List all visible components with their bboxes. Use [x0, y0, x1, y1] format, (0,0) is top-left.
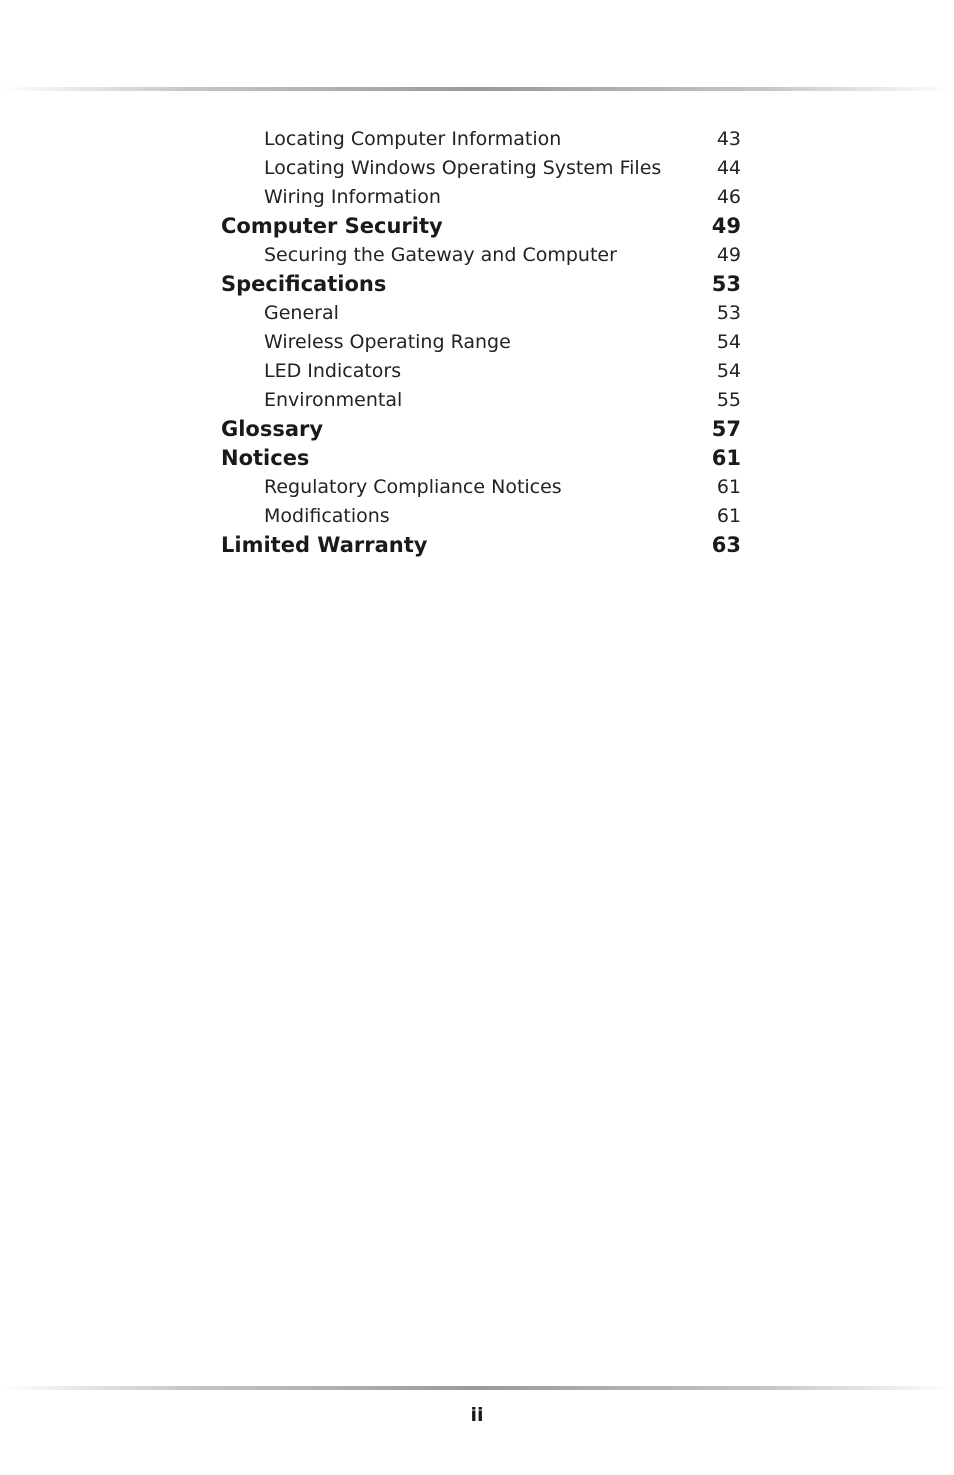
- toc-section-limited-warranty[interactable]: [221, 531, 741, 560]
- toc-entry-wiring-information[interactable]: [221, 183, 741, 212]
- toc-entry-modifications[interactable]: [221, 502, 741, 531]
- toc-entry-environmental[interactable]: [221, 386, 741, 415]
- toc-entry-title: Regulatory Compliance Notices: [264, 476, 562, 498]
- toc-entry-page: 61: [716, 505, 741, 527]
- toc-entry-page: 53: [716, 302, 741, 324]
- toc-entry-page: 55: [716, 389, 741, 411]
- toc-section-title: Limited Warranty: [221, 533, 428, 557]
- toc-entry-title: Locating Computer Information: [264, 128, 562, 150]
- toc-entry-led-indicators[interactable]: [221, 357, 741, 386]
- toc-section-notices[interactable]: [221, 444, 741, 473]
- toc-entry-title: General: [264, 302, 339, 324]
- toc-entry-locating-windows-files[interactable]: [221, 154, 741, 183]
- toc-entry-title: Securing the Gateway and Computer: [264, 244, 617, 266]
- toc-section-title: Glossary: [221, 417, 324, 441]
- page-number: ii: [470, 1404, 484, 1426]
- toc-section-page: 49: [711, 214, 741, 238]
- toc-entry-page: 54: [716, 360, 741, 382]
- toc-entry-title: LED Indicators: [264, 360, 402, 382]
- toc-entry-page: 54: [716, 331, 741, 353]
- footer-rule: [0, 1386, 954, 1390]
- toc-entry-locating-computer-information[interactable]: [221, 125, 741, 154]
- toc-entry-securing-gateway[interactable]: [221, 241, 741, 270]
- toc-section-title: Specifications: [221, 272, 387, 296]
- toc-entry-page: 49: [716, 244, 741, 266]
- toc-section-computer-security[interactable]: [221, 212, 741, 241]
- toc-section-page: 63: [711, 533, 741, 557]
- toc-section-page: 57: [711, 417, 741, 441]
- toc-entry-wireless-operating-range[interactable]: [221, 328, 741, 357]
- header-rule: [0, 87, 954, 91]
- toc-entry-title: Modifications: [264, 505, 390, 527]
- toc-entry-title: Wiring Information: [264, 186, 441, 208]
- toc-entry-regulatory-compliance-notices[interactable]: [221, 473, 741, 502]
- toc-entry-page: 44: [716, 157, 741, 179]
- toc-entry-page: 61: [716, 476, 741, 498]
- toc-section-page: 53: [711, 272, 741, 296]
- toc-entry-general[interactable]: [221, 299, 741, 328]
- toc-section-title: Notices: [221, 446, 310, 470]
- toc-section-glossary[interactable]: [221, 415, 741, 444]
- toc-entry-title: Wireless Operating Range: [264, 331, 511, 353]
- toc-entry-title: Environmental: [264, 389, 403, 411]
- toc-section-title: Computer Security: [221, 214, 443, 238]
- toc-entry-title: Locating Windows Operating System Files: [264, 157, 662, 179]
- toc-section-page: 61: [711, 446, 741, 470]
- table-of-contents: [221, 125, 741, 560]
- toc-entry-page: 43: [716, 128, 741, 150]
- toc-section-specifications[interactable]: [221, 270, 741, 299]
- toc-entry-page: 46: [716, 186, 741, 208]
